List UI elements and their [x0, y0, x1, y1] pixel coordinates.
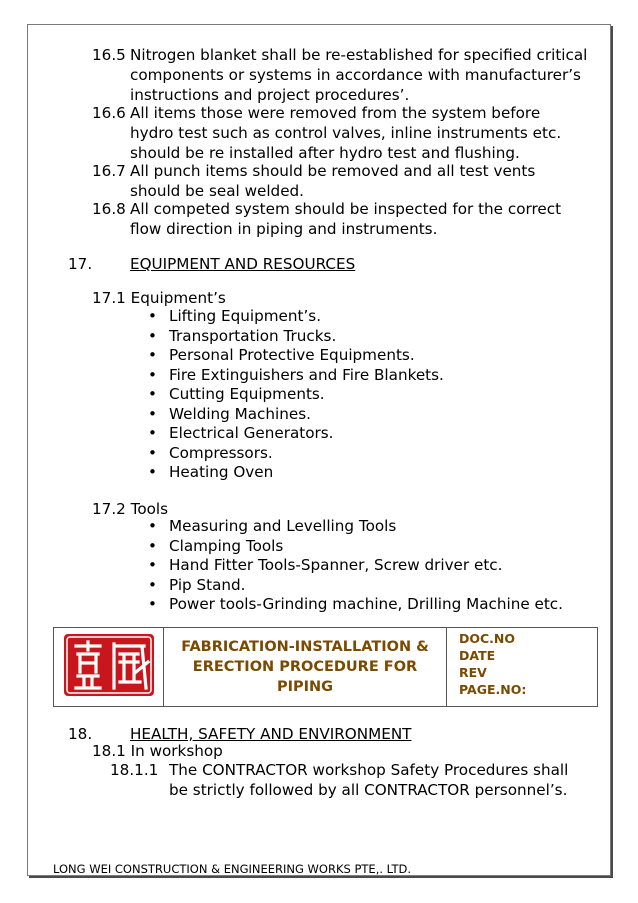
section-number: 18.	[68, 725, 93, 743]
bullet-icon: •	[148, 575, 157, 594]
document-title-line: FABRICATION-INSTALLATION &	[181, 639, 429, 655]
list-item: • Fire Extinguishers and Fire Blankets.	[148, 365, 444, 384]
item-line: should be seal welded.	[130, 182, 305, 200]
subsection-17-1: 17.1 Equipment’s	[92, 289, 226, 307]
item-line: The CONTRACTOR workshop Safety Procedures shall	[169, 761, 569, 779]
item-line: instructions and project procedures’.	[130, 86, 410, 104]
page-footer: LONG WEI CONSTRUCTION & ENGINEERING WORKS PTE,. LTD.	[53, 862, 412, 876]
rev-label: REV	[459, 665, 487, 680]
item-number: 16.8	[92, 200, 126, 218]
date-label: DATE	[459, 648, 496, 663]
item-line: All punch items should be removed and all test vents	[130, 162, 536, 180]
subsection-17-2: 17.2 Tools	[92, 500, 169, 518]
list-item: • Power tools-Grinding machine, Drilling Machine etc.	[148, 595, 563, 613]
item-number: 18.1.1	[110, 761, 159, 779]
item-line: All items those were removed from the system before	[130, 104, 541, 122]
document-title-line: ERECTION PROCEDURE FOR	[192, 659, 418, 675]
bullet-icon: •	[148, 595, 157, 613]
list-item: • Lifting Equipment’s.	[148, 307, 322, 325]
item-line: components or systems in accordance with manufacturer’s	[130, 66, 581, 84]
document-title-line: PIPING	[276, 679, 334, 695]
list-item: • Heating Oven	[148, 463, 274, 481]
list-item: • Transportation Trucks.	[148, 326, 337, 345]
item-number: 16.5	[92, 46, 126, 64]
list-item: • Personal Protective Equipments.	[148, 346, 415, 364]
item-line: hydro test such as control valves, inline instruments etc.	[130, 124, 562, 142]
document-title-cell	[164, 628, 447, 707]
list-item: • Compressors.	[148, 443, 273, 462]
item-line: should be re installed after hydro test and flushing.	[130, 144, 520, 162]
document-header-box	[53, 627, 598, 707]
list-item: • Measuring and Levelling Tools	[148, 517, 397, 535]
doc-no-label: DOC.NO	[459, 631, 516, 646]
bullet-icon: •	[148, 404, 157, 423]
subsection-18-1: 18.1 In workshop	[92, 742, 223, 760]
item-number: 16.7	[92, 162, 126, 180]
bullet-icon: •	[148, 307, 157, 325]
bullet-icon: •	[148, 536, 157, 555]
section-number: 17.	[68, 255, 93, 273]
list-item: • Clamping Tools	[148, 536, 284, 555]
equipment-list	[148, 307, 444, 483]
list-item: • Cutting Equipments.	[148, 385, 325, 403]
list-item: • Hand Fitter Tools-Spanner, Screw driver etc.	[148, 556, 503, 574]
list-item: • Welding Machines.	[148, 404, 311, 423]
bullet-icon: •	[148, 556, 157, 574]
bullet-icon: •	[148, 385, 157, 403]
item-line: Nitrogen blanket shall be re-established for specified critical	[130, 46, 588, 64]
item-line: All competed system should be inspected for the correct	[130, 200, 562, 218]
logo-cell	[54, 628, 164, 707]
bullet-icon: •	[148, 443, 157, 462]
section-title: HEALTH, SAFETY AND ENVIRONMENT	[130, 725, 412, 743]
page-no-label: PAGE.NO:	[459, 682, 527, 697]
item-line: flow direction in piping and instruments.	[130, 220, 438, 238]
company-logo-icon	[62, 632, 156, 698]
list-item: • Electrical Generators.	[148, 424, 334, 442]
bullet-icon: •	[148, 365, 157, 384]
bullet-icon: •	[148, 424, 157, 442]
item-number: 16.6	[92, 104, 126, 122]
tools-list	[148, 517, 563, 615]
list-item: • Pip Stand.	[148, 575, 246, 594]
section-title: EQUIPMENT AND RESOURCES	[130, 255, 356, 273]
bullet-icon: •	[148, 517, 157, 535]
item-line: be strictly followed by all CONTRACTOR personnel’s.	[169, 781, 568, 799]
section-17-heading	[68, 254, 355, 274]
bullet-icon: •	[148, 346, 157, 364]
document-meta-cell	[447, 628, 598, 707]
bullet-icon: •	[148, 463, 157, 481]
bullet-icon: •	[148, 326, 157, 345]
